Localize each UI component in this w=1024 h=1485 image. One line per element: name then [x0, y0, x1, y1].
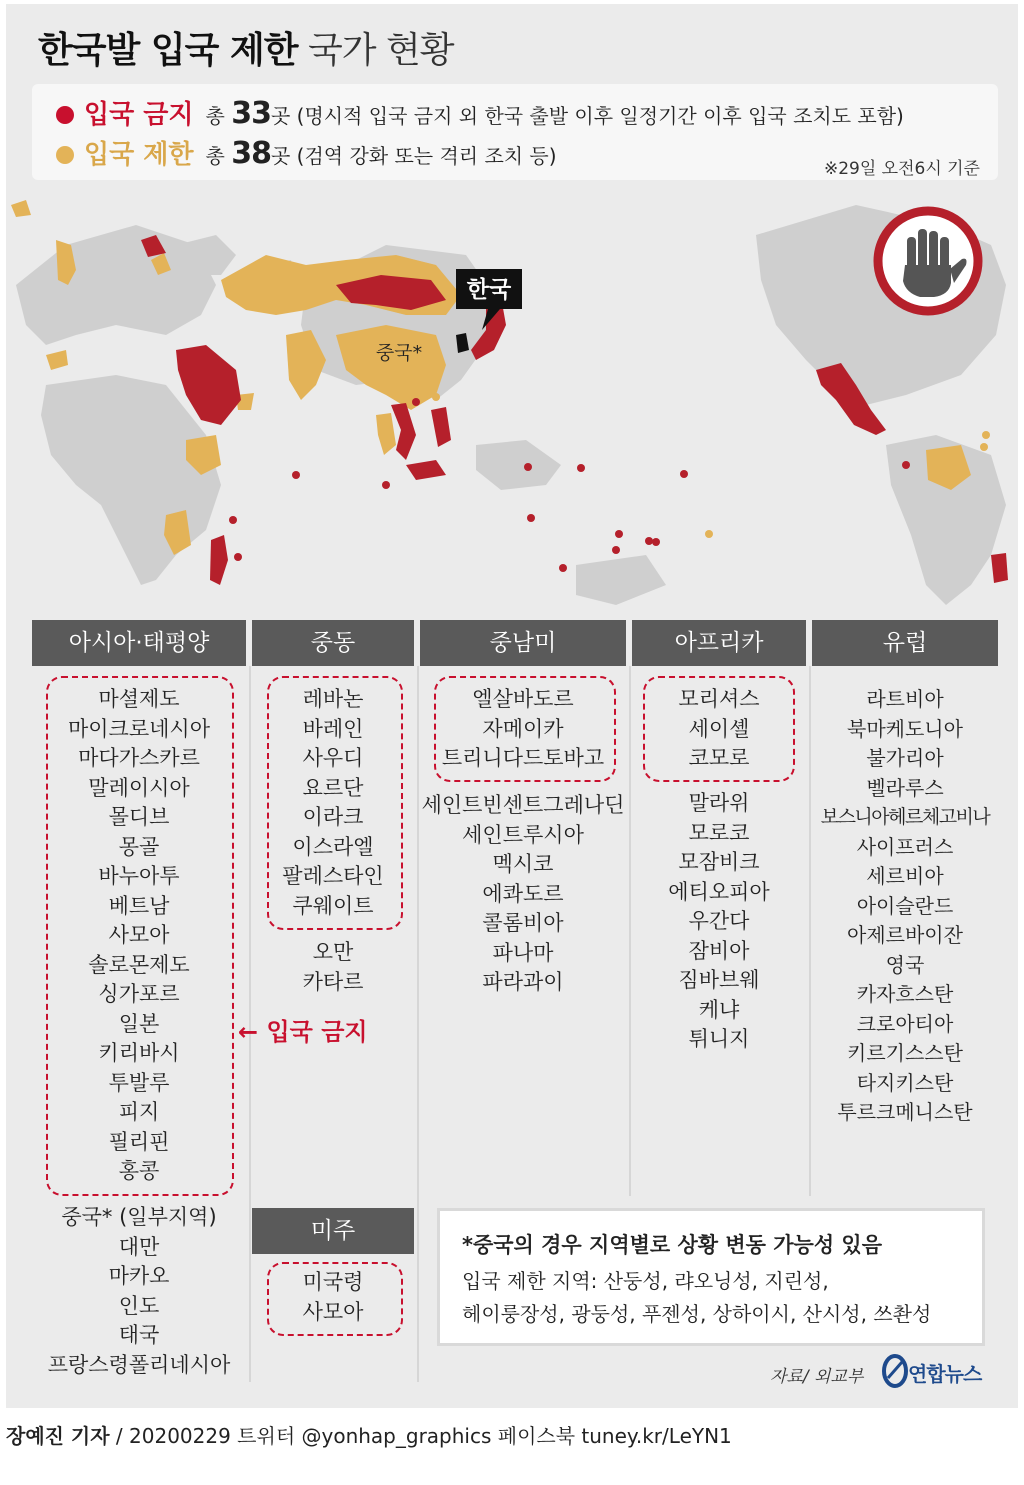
list-item: 파라과이	[482, 970, 564, 994]
col-head-americas: 미주	[252, 1208, 414, 1254]
africa-banned-list	[632, 685, 806, 774]
list-item: 오만	[312, 940, 354, 964]
list-item: 마셜제도	[98, 687, 180, 711]
mideast-restricted-list	[252, 938, 414, 997]
list-item: 몰디브	[108, 805, 170, 829]
column-divider	[417, 666, 419, 1382]
list-item: 모잠비크	[678, 850, 760, 874]
list-item: 세이셸	[688, 716, 750, 741]
list-item: 에티오피아	[668, 879, 770, 904]
legend-ban-suffix: 곳 (명시적 입국 금지 외 한국 출발 이후 일정기간 이후 입국 조치도 포함)	[270, 104, 904, 128]
column-divider	[809, 666, 811, 1196]
legend-ban-prefix: 총	[205, 104, 232, 128]
list-item: 크로아티아	[856, 1011, 954, 1036]
asia-banned-list	[40, 685, 238, 1187]
yellow-dot-icon	[56, 146, 74, 164]
legend-ban-row	[56, 94, 904, 131]
stop-hand-icon	[878, 211, 978, 311]
list-item: 바레인	[302, 716, 364, 741]
legend-restrict-prefix: 총	[205, 144, 232, 168]
mideast-banned-list	[252, 685, 414, 921]
legend-restrict-label: 입국 제한	[84, 140, 194, 170]
latam-banned-list	[420, 685, 626, 774]
legend-restrict-suffix: 곳 (검역 강화 또는 격리 조치 등)	[270, 144, 557, 168]
list-item: 프랑스령폴리네시아	[47, 1352, 231, 1377]
col-head-mideast: 중동	[252, 620, 414, 666]
list-item: 팔레스타인	[282, 864, 384, 888]
list-item: 타지키스탄	[856, 1070, 954, 1095]
list-item: 필리핀	[108, 1129, 170, 1154]
list-item: 인도	[118, 1293, 160, 1318]
list-item: 북마케도니아	[847, 716, 963, 741]
list-item: 마다가스카르	[78, 746, 200, 770]
americas-banned-list	[252, 1268, 414, 1327]
ban-arrow-label: ← 입국 금지	[238, 1018, 368, 1046]
list-item: 미국령	[302, 1270, 364, 1294]
list-item: 아이슬란드	[856, 893, 954, 918]
list-item: 라트비아	[866, 687, 944, 711]
list-item: 파나마	[492, 940, 554, 965]
list-item: 일본	[118, 1011, 160, 1036]
list-item: 레바논	[302, 687, 364, 711]
page-title	[38, 22, 454, 73]
list-item: 모로코	[688, 820, 750, 845]
red-dot-icon	[56, 106, 74, 124]
list-item: 벨라루스	[866, 775, 944, 800]
column-divider	[629, 666, 631, 1196]
legend-box	[32, 84, 998, 180]
list-item: 대만	[118, 1234, 160, 1259]
col-head-latam: 중남미	[420, 620, 626, 666]
list-item: 세인트루시아	[462, 822, 584, 847]
legend-ban-label: 입국 금지	[84, 100, 194, 130]
legend-restrict-count: 38	[231, 136, 271, 171]
credit-rest: / 20200229 트위터 @yonhap_graphics 페이스북 tuney.kr/LeYN1	[109, 1424, 732, 1448]
list-item: 투르크메니스탄	[837, 1100, 973, 1124]
list-item: 사이프러스	[856, 834, 954, 859]
list-item: 마이크로네시아	[67, 716, 210, 741]
col-head-europe: 유럽	[812, 620, 998, 666]
list-item: 이스라엘	[292, 834, 374, 859]
title-normal: 국가 현황	[307, 30, 454, 71]
list-item: 말레이시아	[88, 775, 190, 800]
list-item: 이라크	[302, 805, 364, 829]
list-item: 중국* (일부지역)	[61, 1205, 217, 1229]
title-bold: 한국발 입국 제한	[38, 30, 298, 71]
list-item: 투발루	[108, 1070, 170, 1095]
list-item: 우간다	[688, 909, 750, 933]
legend-ban-count: 33	[231, 96, 271, 131]
europe-restricted-list	[812, 685, 998, 1128]
list-item: 사모아	[108, 923, 170, 947]
list-item: 베트남	[108, 893, 170, 918]
list-item: 사모아	[302, 1299, 364, 1324]
list-item: 요르단	[302, 775, 364, 800]
list-item: 홍콩	[118, 1159, 160, 1183]
list-item: 세르비아	[866, 864, 944, 888]
asia-restricted-list	[32, 1203, 246, 1380]
list-item: 짐바브웨	[678, 968, 760, 992]
list-item: 잠비아	[688, 938, 750, 963]
korea-label: 한국	[466, 277, 512, 303]
list-item: 아제르바이잔	[847, 923, 963, 947]
list-item: 태국	[118, 1323, 160, 1347]
list-item: 멕시코	[492, 852, 554, 876]
list-item: 모리셔스	[678, 687, 760, 711]
list-item: 몽골	[118, 834, 160, 859]
list-item: 쿠웨이트	[292, 893, 374, 918]
list-item: 영국	[885, 952, 925, 977]
list-item: 콜롬비아	[482, 911, 564, 935]
list-item: 엘살바도르	[472, 687, 574, 711]
col-head-africa: 아프리카	[632, 620, 806, 666]
note-title: *중국의 경우 지역별로 상황 변동 가능성 있음	[462, 1233, 882, 1257]
list-item: 키리바시	[98, 1041, 180, 1065]
list-item: 에콰도르	[482, 881, 564, 906]
note-line-2: 헤이룽장성, 광둥성, 푸젠성, 상하이시, 산시성, 쓰촨성	[462, 1302, 932, 1326]
list-item: 보스니아헤르체고비나	[820, 806, 990, 828]
list-item: 튀니지	[688, 1027, 750, 1051]
list-item: 말라위	[688, 791, 750, 815]
china-label: 중국*	[375, 342, 423, 364]
reporter-name: 장예진 기자	[6, 1424, 110, 1448]
list-item: 싱가포르	[98, 982, 180, 1006]
yonhap-logo-icon	[882, 1354, 908, 1388]
col-head-asia: 아시아·태평양	[32, 620, 246, 666]
list-item: 카타르	[302, 969, 364, 994]
list-item: 피지	[118, 1100, 160, 1124]
list-item: 트리니다드토바고	[441, 746, 605, 770]
source-credit: 자료/ 외교부	[770, 1367, 864, 1387]
list-item: 코모로	[688, 746, 750, 770]
list-item: 바누아투	[98, 864, 180, 888]
yonhap-logo-text: 연합뉴스	[908, 1362, 982, 1386]
list-item: 불가리아	[866, 746, 944, 770]
africa-restricted-list	[632, 789, 806, 1055]
banned-island-dots	[229, 398, 910, 572]
list-item: 자메이카	[482, 716, 564, 741]
list-item: 세인트빈센트그레나딘	[421, 793, 625, 817]
list-item: 마카오	[108, 1264, 170, 1288]
list-item: 사우디	[302, 746, 364, 770]
list-item: 카자흐스탄	[856, 982, 954, 1006]
list-item: 키르기스스탄	[847, 1041, 963, 1065]
list-item: 솔로몬제도	[88, 952, 190, 977]
note-line-1: 입국 제한 지역: 산둥성, 랴오닝성, 지린성,	[462, 1269, 829, 1293]
latam-restricted-list	[420, 791, 626, 998]
legend-restrict-row	[56, 134, 557, 171]
as-of-date: ※29일 오전6시 기준	[823, 159, 980, 179]
china-note-box	[437, 1208, 985, 1346]
list-item: 케냐	[698, 997, 740, 1022]
footer-credit	[6, 1420, 732, 1449]
world-map	[6, 185, 1018, 615]
